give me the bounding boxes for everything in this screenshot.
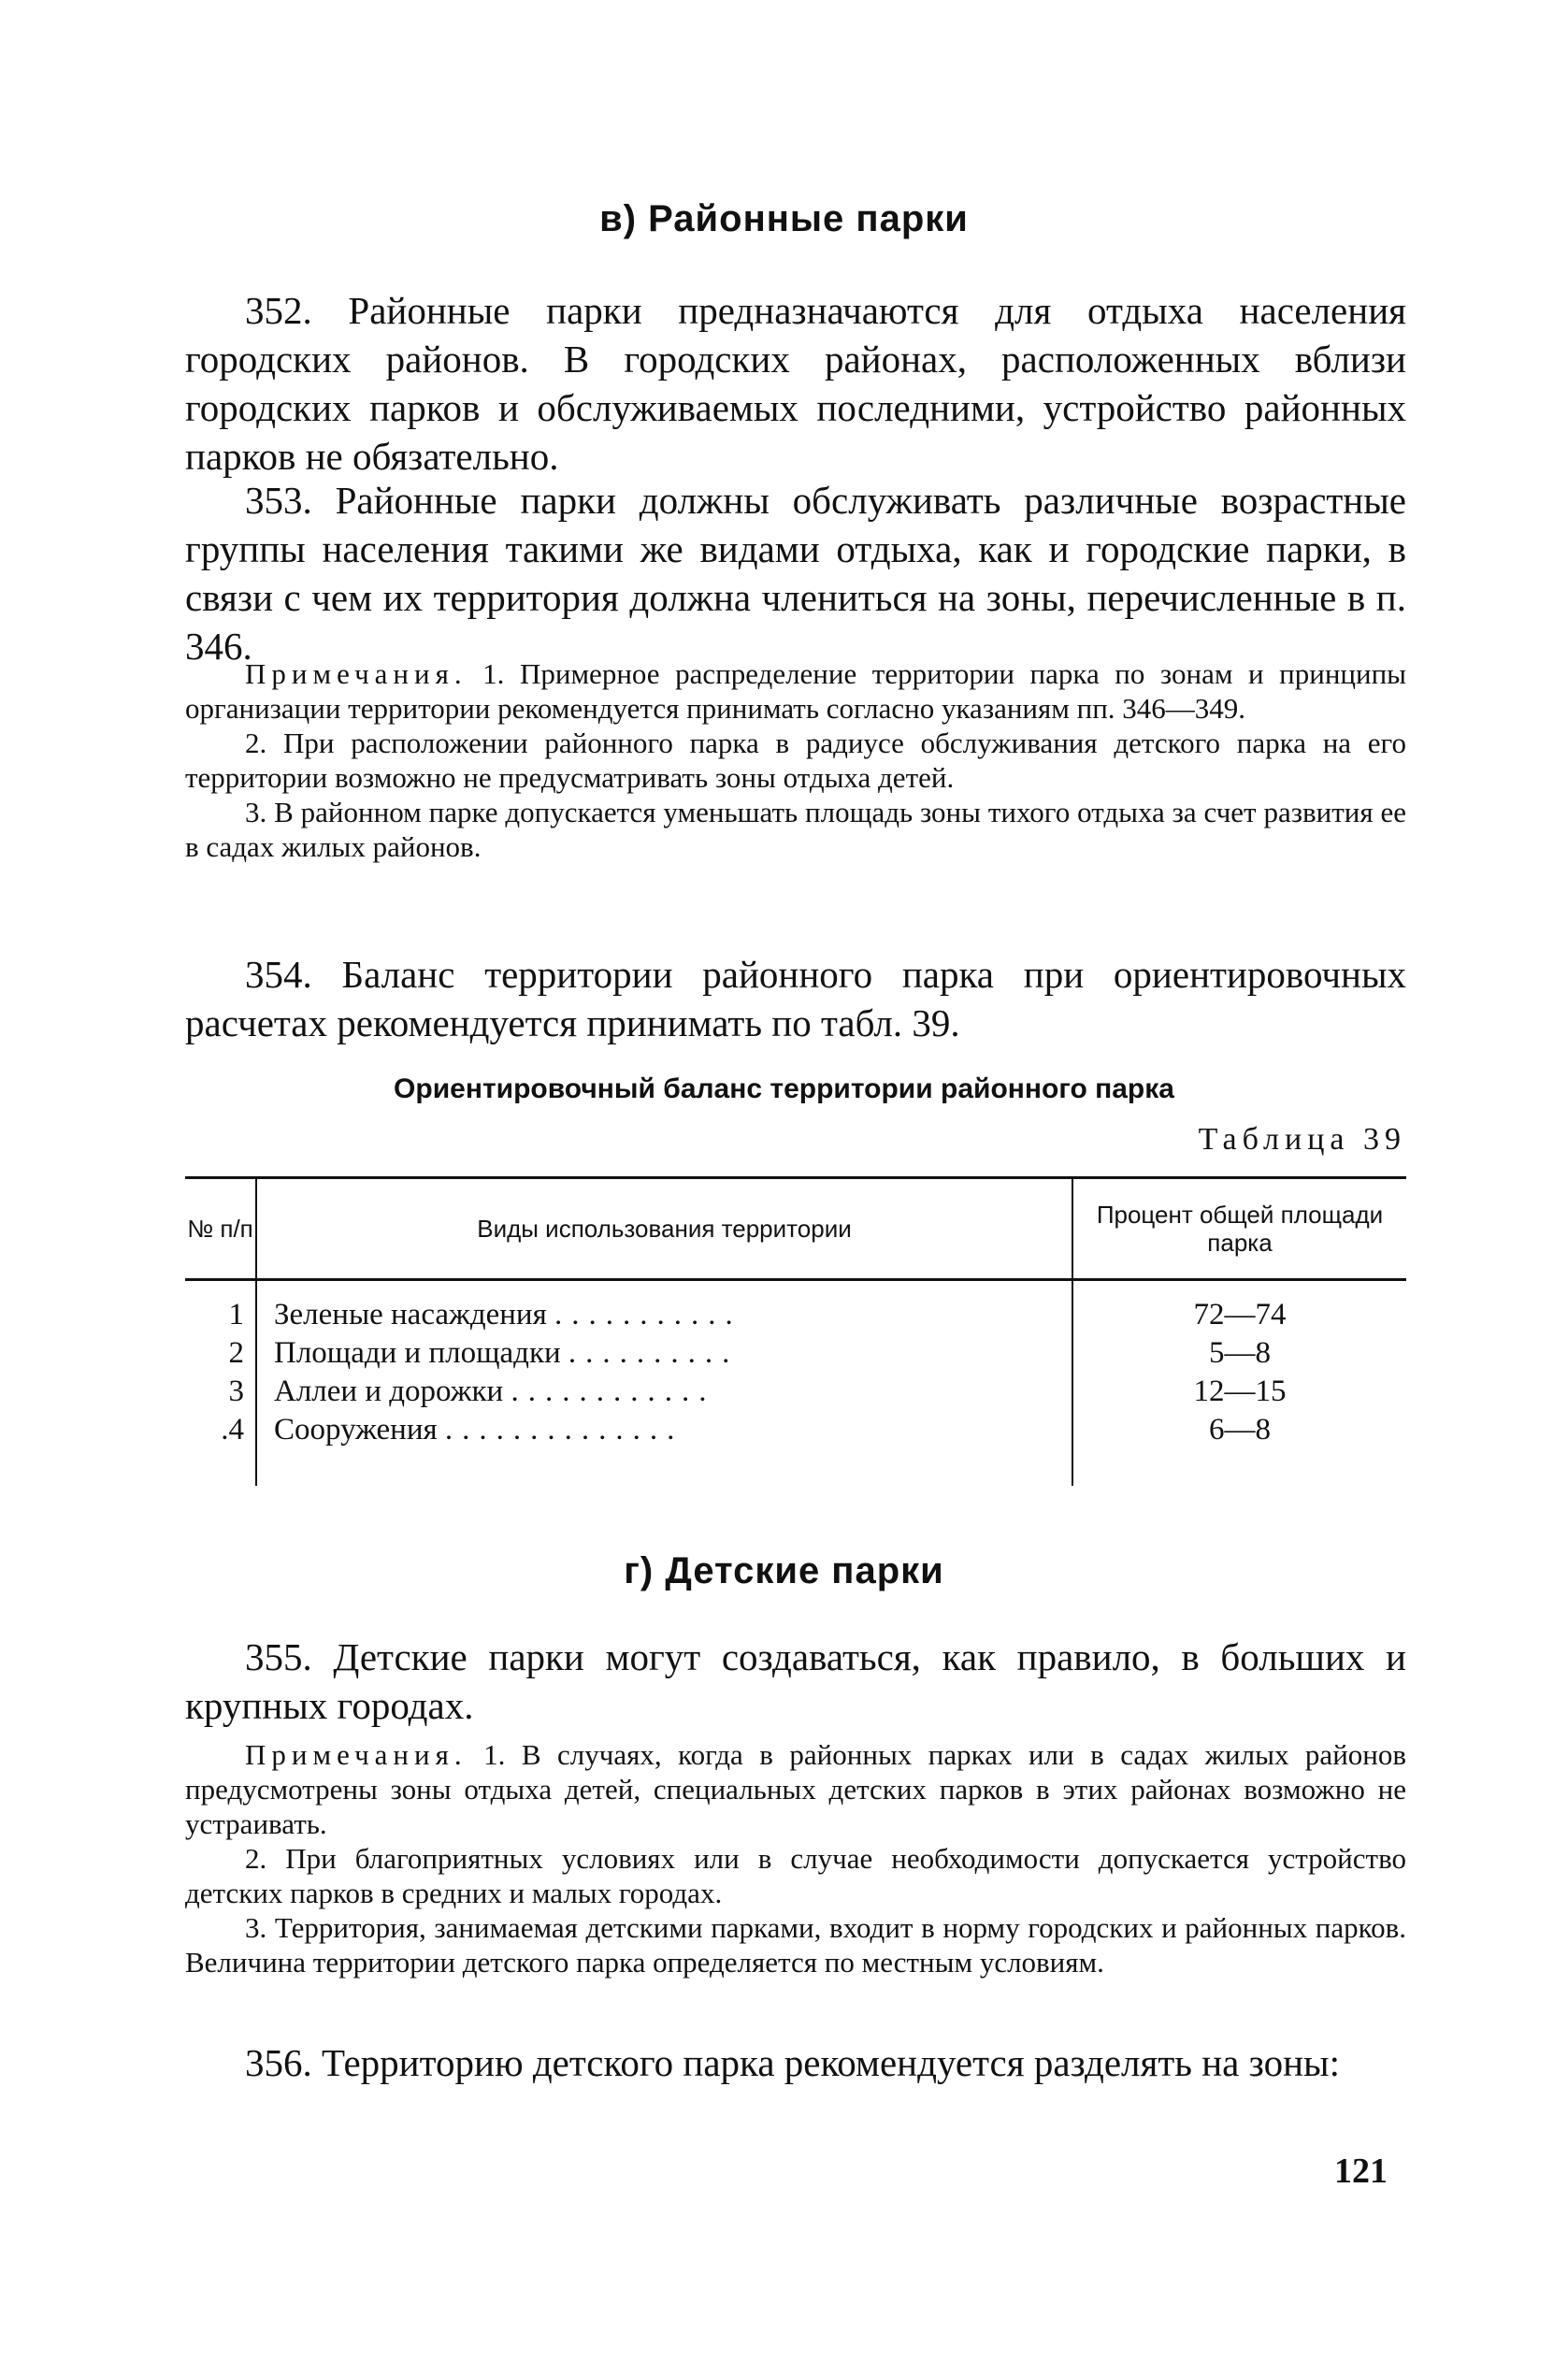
paragraph-352-text: 352. Районные парки предназначаются для отдыха населения городских районов. В городских районах, расположенных вблизи городских парков и обслуживаемых последними, устройство районных парков не обязательно. [185, 289, 1406, 478]
note-2: 2. При благоприятных условиях или в случае необходимости допускается устройство детских парков в средних и малых городах. [185, 1842, 1406, 1909]
section-heading-children-parks: г) Детские парки [624, 1550, 944, 1591]
notes-block-district [185, 656, 1406, 864]
balance-table [185, 1176, 1406, 1486]
table-header-row [185, 1178, 1406, 1280]
table-row: 3 Аллеи и дорожки ............ 12—15 [185, 1373, 1406, 1411]
note-3: 3. Территория, занимаемая детскими парками, входит в норму городских и районных парков. Величина территории детского парка определяется по местным условиям. [185, 1911, 1406, 1979]
table-caption: Ориентировочный баланс территории районного парка [394, 1073, 1174, 1104]
table-row: 2 Площади и площадки .......... 5—8 [185, 1334, 1406, 1373]
table-row: .4 Сооружения .............. 6—8 [185, 1411, 1406, 1486]
paragraph-354-text: 354. Баланс территории районного парка при ориентировочных расчетах рекомендуется принимать по табл. 39. [185, 953, 1406, 1044]
header-percent: Процент общей площади парка [1072, 1178, 1406, 1280]
notes-label: Примечания. [245, 1738, 468, 1771]
page-number: 121 [1334, 2152, 1388, 2191]
paragraph-353 [185, 476, 1406, 670]
table-row: 1 Зеленые насаждения ........... 72—74 [185, 1296, 1406, 1334]
paragraph-353-text: 353. Районные парки должны обслуживать различные возрастные группы населения такими же видами отдыха, как и городские парки, в связи с чем их территория должна члениться на зоны, перечисленные в п. 346. [185, 479, 1406, 668]
note-1: Примечания. 1. Примерное распределение территории парка по зонам и принципы организации территории рекомендуется принимать согласно указаниям пп. 346—349. [185, 657, 1407, 725]
header-kind: Виды использования территории [256, 1178, 1072, 1280]
paragraph-355 [185, 1633, 1406, 1730]
note-2: 2. При расположении районного парка в радиусе обслуживания детского парка на его территории возможно не предусматривать зоны отдыха детей. [185, 727, 1406, 794]
paragraph-356 [185, 2038, 1406, 2087]
table-spacer-row [185, 1280, 1406, 1297]
header-num: № п/п [185, 1178, 256, 1280]
notes-label: Примечания. [245, 657, 468, 690]
paragraph-356-text: 356. Территорию детского парка рекомендуется разделять на зоны: [245, 2041, 1340, 2084]
paragraph-352 [185, 286, 1406, 481]
section-heading-district-parks: в) Районные парки [599, 198, 969, 239]
note-1: Примечания. 1. В случаях, когда в районных парках или в садах жилых районов предусмотрены зоны отдыха детей, специальных детских парков в этих районах возможно не устраивать. [185, 1738, 1407, 1840]
notes-block-children [185, 1737, 1406, 1979]
paragraph-354 [185, 950, 1406, 1047]
note-3: 3. В районном парке допускается уменьшать площадь зоны тихого отдыха за счет развития ее в садах жилых районов. [185, 796, 1406, 863]
table-label: Таблица 39 [1198, 1122, 1406, 1157]
paragraph-355-text: 355. Детские парки могут создаваться, как правило, в больших и крупных городах. [185, 1635, 1406, 1727]
